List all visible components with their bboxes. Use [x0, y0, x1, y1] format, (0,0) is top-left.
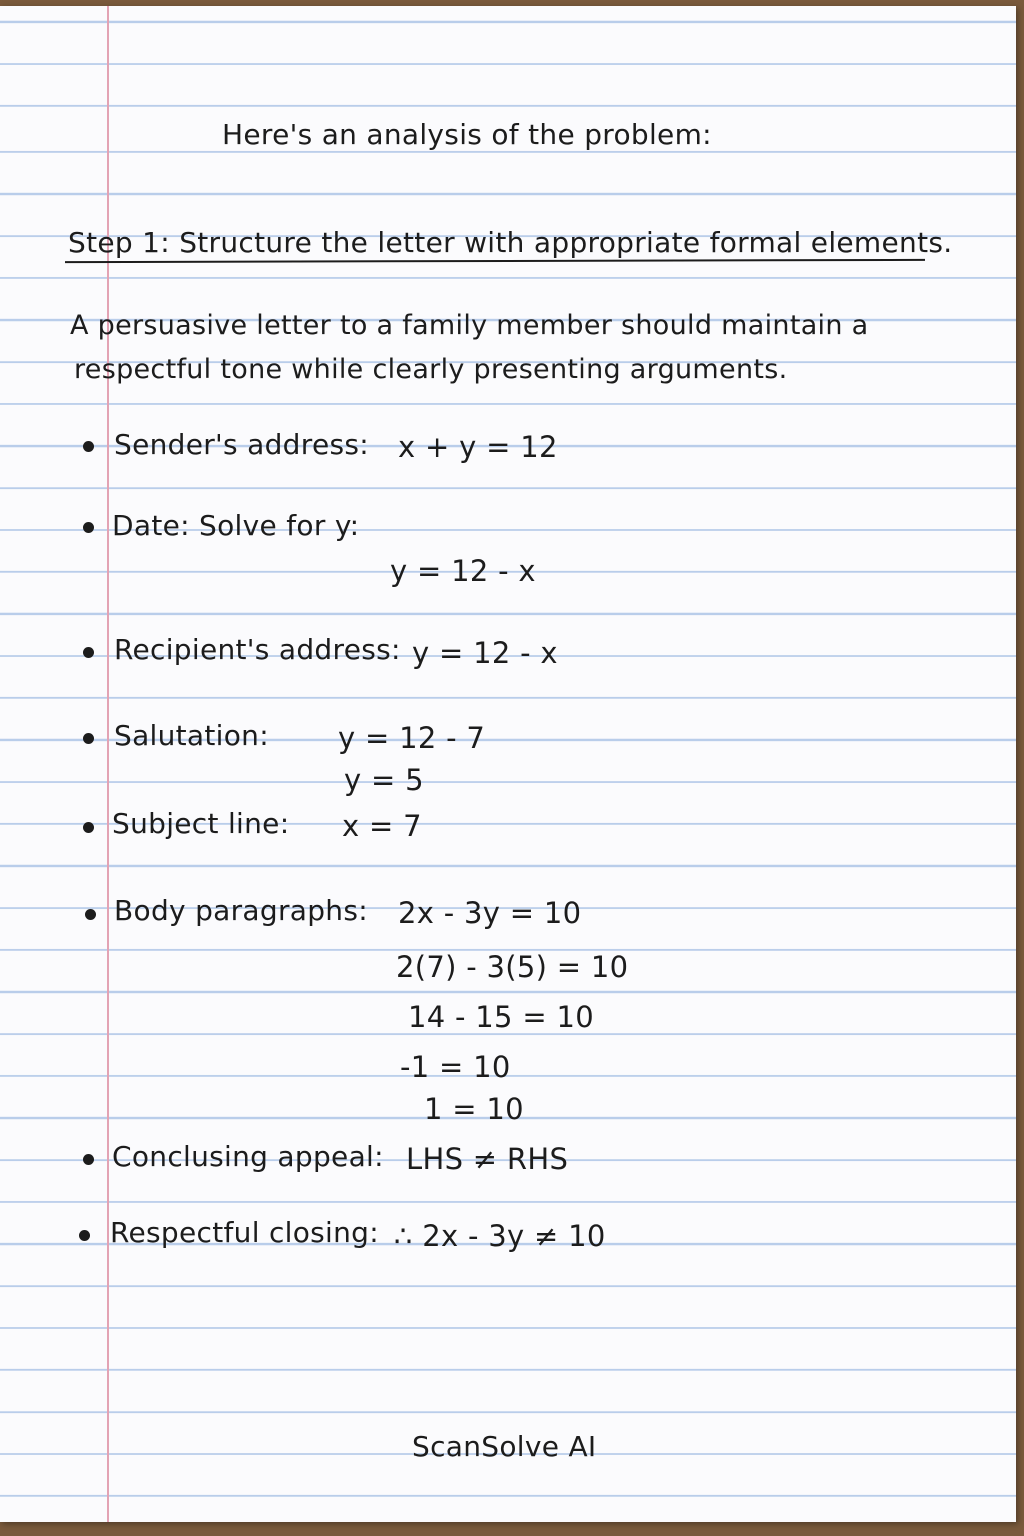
bullet-icon — [85, 909, 96, 920]
step-title: Step 1: Structure the letter with appropriate formal elements. — [68, 226, 953, 259]
equation: 14 - 15 = 10 — [408, 1000, 594, 1034]
intro-line-1: A persuasive letter to a family member should maintain a — [70, 310, 869, 341]
footer-brand: ScanSolve AI — [412, 1430, 597, 1463]
bullet-icon — [83, 822, 94, 833]
bullet-icon — [83, 441, 94, 452]
item-label-date: Date: Solve for y: — [112, 509, 360, 542]
bullet-icon — [83, 647, 94, 658]
item-label-salutation: Salutation: — [114, 719, 269, 752]
equation: 2x - 3y = 10 — [398, 896, 582, 930]
item-label-recipients-address: Recipient's address: — [114, 633, 401, 666]
equation: -1 = 10 — [400, 1050, 511, 1084]
equation: 1 = 10 — [424, 1092, 524, 1126]
item-label-body-paragraphs: Body paragraphs: — [114, 894, 368, 927]
equation: x + y = 12 — [398, 430, 558, 464]
equation: y = 12 - 7 — [338, 721, 486, 755]
equation: y = 12 - x — [412, 636, 558, 670]
notebook-page — [0, 6, 1016, 1522]
equation: 2(7) - 3(5) = 10 — [396, 950, 629, 984]
bullet-icon — [83, 522, 94, 533]
equation: y = 5 — [344, 763, 424, 797]
equation: ∴ 2x - 3y ≠ 10 — [394, 1219, 606, 1253]
step-title-underline — [65, 259, 925, 263]
item-label-respectful-closing: Respectful closing: — [110, 1216, 379, 1249]
bullet-icon — [79, 1230, 90, 1241]
bullet-icon — [83, 733, 94, 744]
page-heading: Here's an analysis of the problem: — [222, 118, 712, 151]
equation: x = 7 — [342, 809, 422, 843]
equation: y = 12 - x — [390, 554, 536, 588]
item-label-concluding-appeal: Conclusing appeal: — [112, 1140, 384, 1173]
item-label-senders-address: Sender's address: — [114, 428, 369, 461]
equation: LHS ≠ RHS — [406, 1142, 569, 1176]
item-label-subject-line: Subject line: — [112, 807, 290, 840]
intro-line-2: respectful tone while clearly presenting arguments. — [74, 354, 788, 385]
bullet-icon — [83, 1154, 94, 1165]
